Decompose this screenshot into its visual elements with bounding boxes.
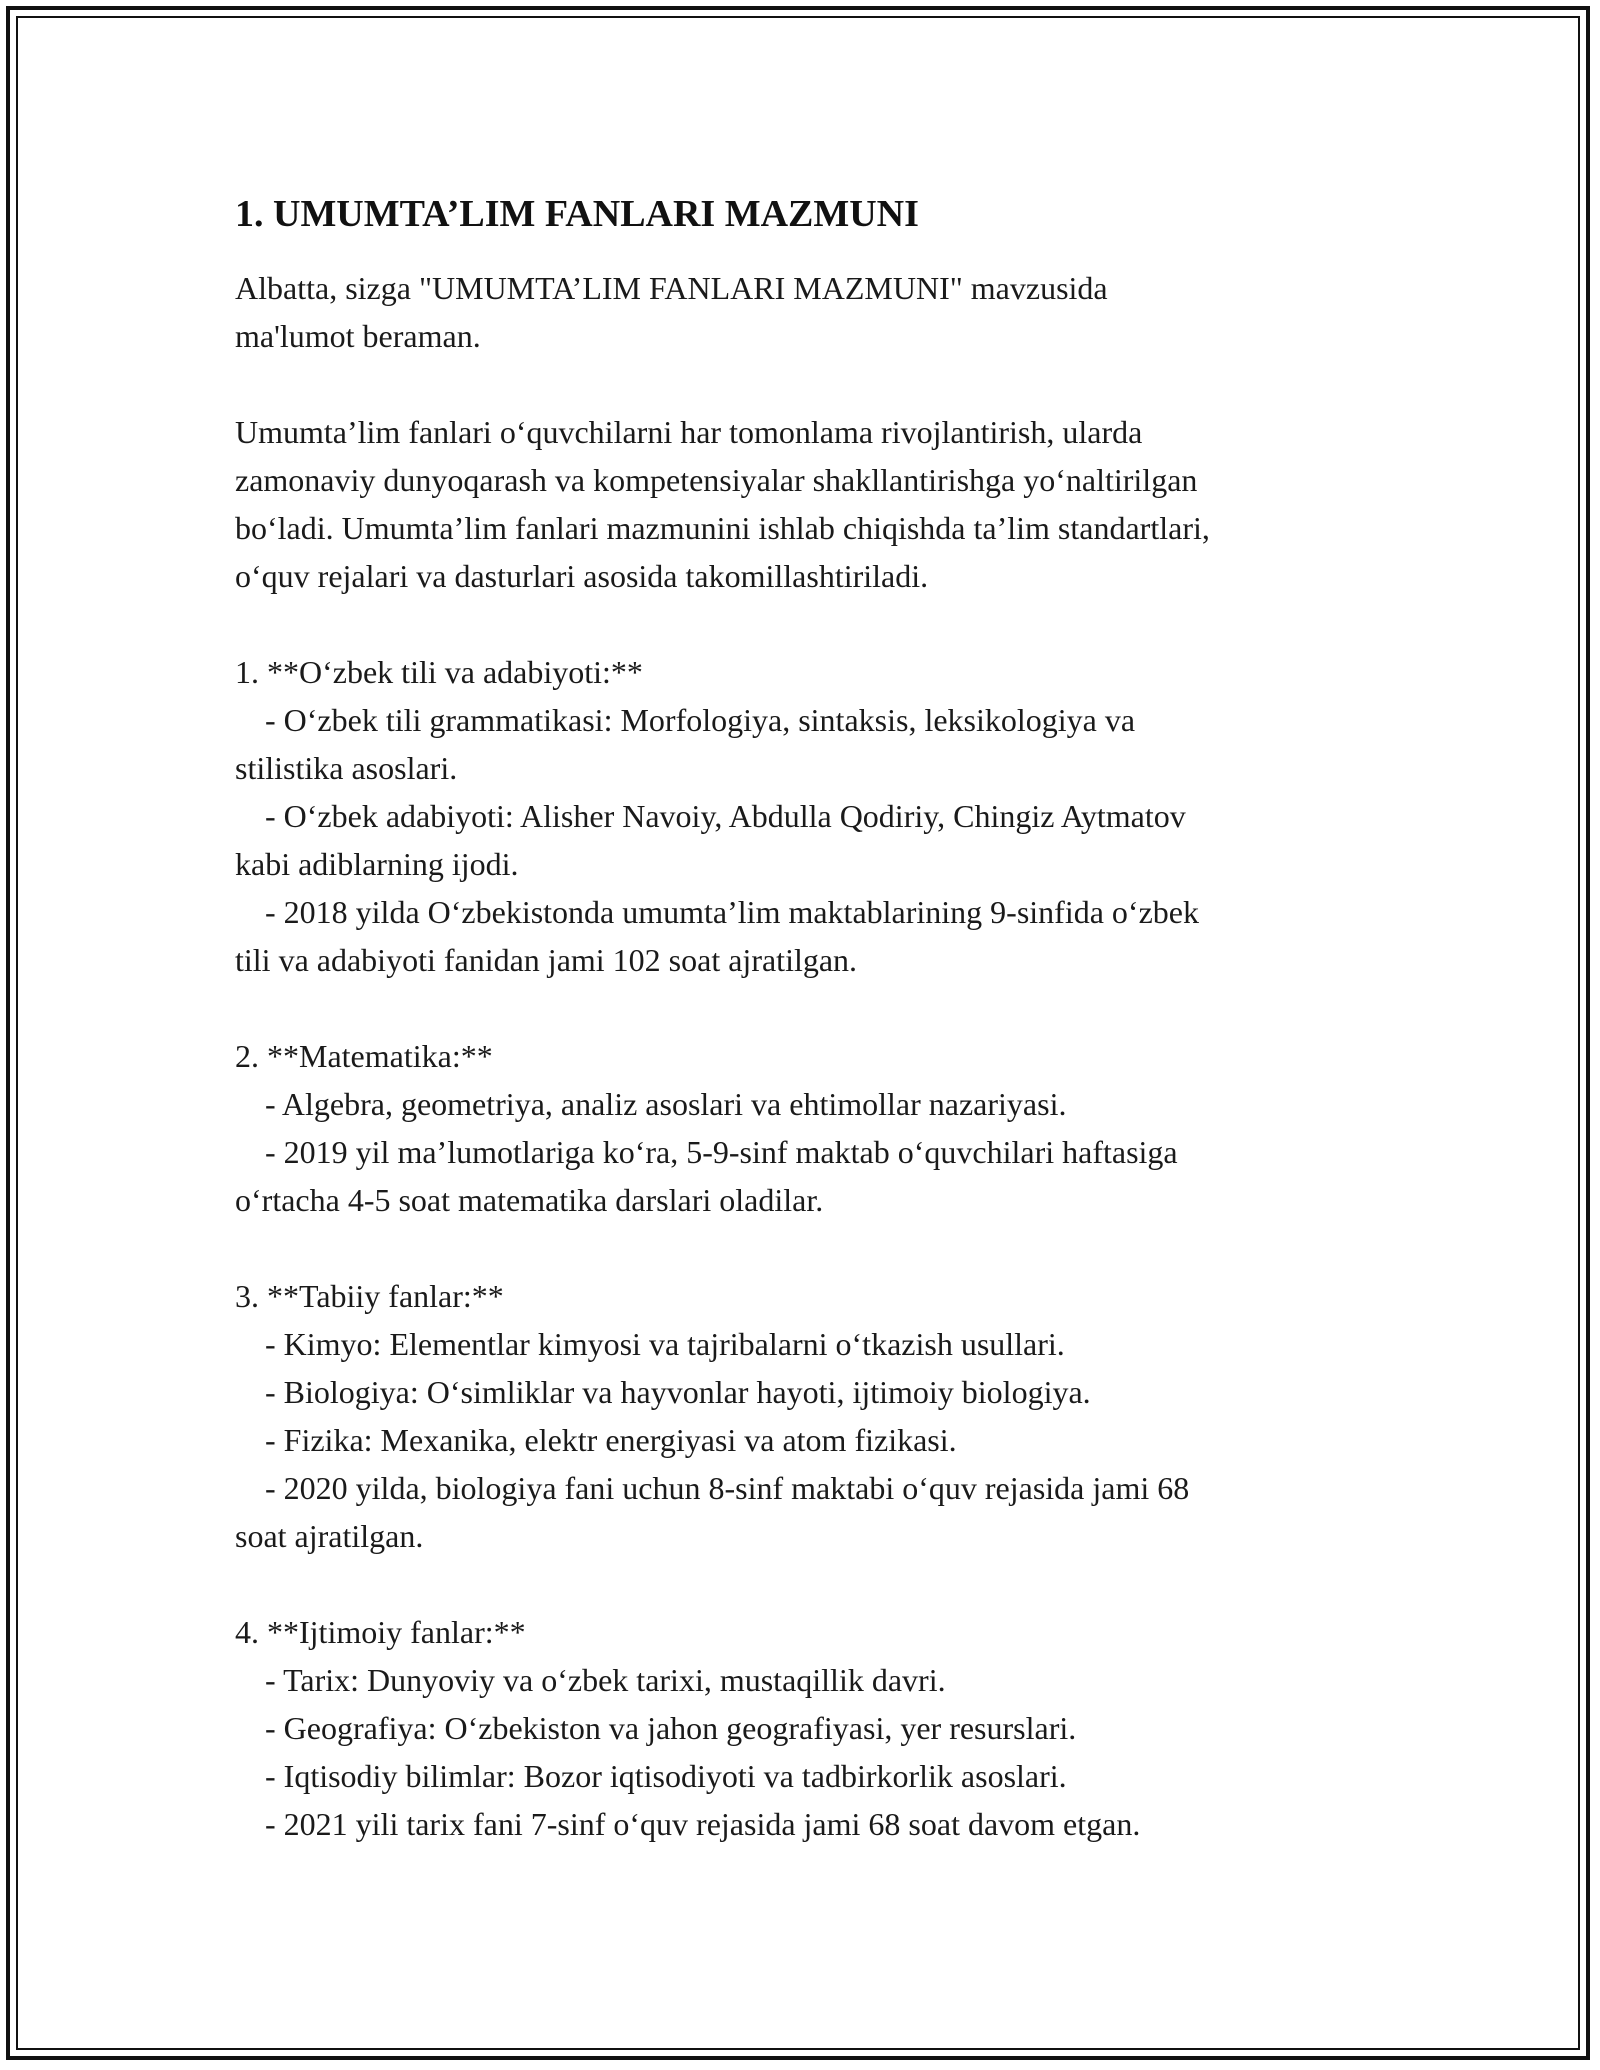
section-gap [235,1224,1375,1272]
paragraph-line: zamonaviy dunyoqarash va kompetensiyalar shakllantirishga yo‘naltirilgan [235,462,1198,498]
paragraph-gap [235,360,1375,408]
document-title: 1. UMUMTA’LIM FANLARI MAZMUNI [235,193,919,235]
intro-line: ma'lumot beraman. [235,318,481,354]
paragraph-line: Umumta’lim fanlari o‘quvchilarni har tomonlama rivojlantirish, ularda [235,414,1143,450]
bullet-continuation: kabi adiblarning ijodi. [235,846,519,882]
intro-line: Albatta, sizga "UMUMTA’LIM FANLARI MAZMUNI" mavzusida [235,270,1108,306]
bullet-item: - Kimyo: Elementlar kimyosi va tajribalarni o‘tkazish usullari. [265,1326,1065,1362]
bullet-item: - 2019 yil ma’lumotlariga ko‘ra, 5-9-sinf maktab o‘quvchilari haftasiga [265,1134,1178,1170]
section-heading: 4. **Ijtimoiy fanlar:** [235,1614,526,1650]
subject-sections [235,600,1375,1848]
section-gap [235,984,1375,1032]
bullet-item: - Tarix: Dunyoviy va o‘zbek tarixi, mustaqillik davri. [265,1662,946,1698]
bullet-item: - Algebra, geometriya, analiz asoslari va ehtimollar nazariyasi. [265,1086,1067,1122]
bullet-item: - O‘zbek adabiyoti: Alisher Navoiy, Abdulla Qodiriy, Chingiz Aytmatov [265,798,1186,834]
subject-section [235,1272,1375,1560]
bullet-item: - 2021 yili tarix fani 7-sinf o‘quv rejasida jami 68 soat davom etgan. [265,1806,1141,1842]
subject-section [235,1608,1375,1848]
bullet-continuation: soat ajratilgan. [235,1518,424,1554]
document-body [235,188,1375,1848]
bullet-continuation: stilistika asoslari. [235,750,458,786]
bullet-item: - Iqtisodiy bilimlar: Bozor iqtisodiyoti va tadbirkorlik asoslari. [265,1758,1067,1794]
paragraph-line: o‘quv rejalari va dasturlari asosida takomillashtiriladi. [235,558,929,594]
overview-paragraph [235,408,1375,600]
paragraph-line: bo‘ladi. Umumta’lim fanlari mazmunini ishlab chiqishda ta’lim standartlari, [235,510,1210,546]
section-heading: 3. **Tabiiy fanlar:** [235,1278,504,1314]
subject-section [235,1032,1375,1224]
section-gap [235,1560,1375,1608]
bullet-item: - Biologiya: O‘simliklar va hayvonlar hayoti, ijtimoiy biologiya. [265,1374,1091,1410]
bullet-continuation: o‘rtacha 4-5 soat matematika darslari oladilar. [235,1182,824,1218]
section-heading: 1. **O‘zbek tili va adabiyoti:** [235,654,643,690]
bullet-item: - Geografiya: O‘zbekiston va jahon geografiyasi, yer resurslari. [265,1710,1077,1746]
bullet-item: - 2018 yilda O‘zbekistonda umumta’lim maktablarining 9-sinfida o‘zbek [265,894,1199,930]
bullet-item: - O‘zbek tili grammatikasi: Morfologiya, sintaksis, leksikologiya va [265,702,1136,738]
section-gap [235,600,1375,648]
subject-section [235,648,1375,984]
intro-paragraph [235,264,1375,360]
bullet-continuation: tili va adabiyoti fanidan jami 102 soat ajratilgan. [235,942,858,978]
bullet-item: - Fizika: Mexanika, elektr energiyasi va atom fizikasi. [265,1422,957,1458]
section-heading: 2. **Matematika:** [235,1038,493,1074]
bullet-item: - 2020 yilda, biologiya fani uchun 8-sinf maktabi o‘quv rejasida jami 68 [265,1470,1190,1506]
